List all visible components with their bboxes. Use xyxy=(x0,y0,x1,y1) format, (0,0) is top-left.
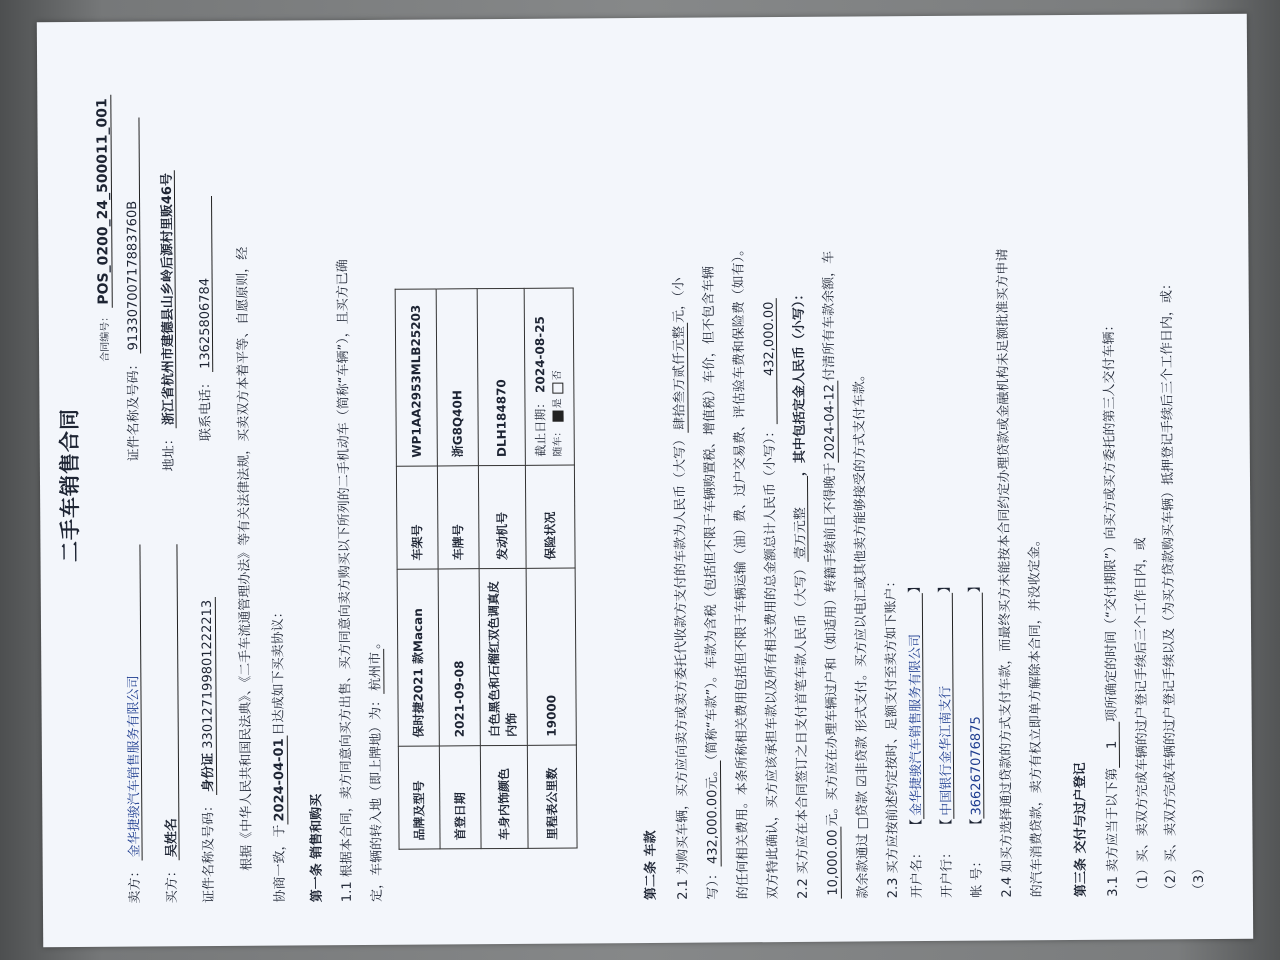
buyer-label: 买方： xyxy=(164,864,180,904)
article-1-text-2-a: 定，车辆的转入地（即上牌地）为： xyxy=(368,693,385,902)
mileage-value: 19000 xyxy=(526,568,576,745)
insurance-label: 保险状况 xyxy=(525,465,575,568)
buyer-name: 吴姓名 xyxy=(163,544,179,860)
seller-label: 卖方： xyxy=(127,864,143,904)
article-2-line-10: 的汽车消费贷款，卖方有权立即单方解除本合同，并没收定金。 xyxy=(1027,533,1045,898)
insurance-expiry: 2024-08-25 xyxy=(532,316,548,393)
article-2-line-5-b: ，其中包括定金人民币（小写）： xyxy=(791,287,808,477)
brand-value: 保时捷2021 款Macan xyxy=(397,569,439,746)
intro-line-2-b: 日达成如下买卖协议： xyxy=(270,605,287,736)
vin-label: 车架号 xyxy=(396,466,438,569)
insurance-value xyxy=(524,288,574,465)
article-2-line-2 xyxy=(703,266,720,900)
bank-label: 开户行： xyxy=(939,845,955,898)
article-3-line-1-a: 3.1 卖方应当于以下第 xyxy=(1105,767,1121,897)
buyer-row xyxy=(163,544,180,903)
brand-label: 品牌及型号 xyxy=(398,746,440,849)
seller-address: 浙江省杭州市建德县山乡岭后源村里贩46号 xyxy=(161,170,177,428)
table-row xyxy=(477,288,528,848)
article-2-line-1-a: 2.1 为购买车辆，买方应向卖方或卖方委托代收款方支付的车款为人民币（大写） xyxy=(672,432,691,900)
intro-line-2-a: 协商一致，于 xyxy=(272,824,288,903)
article-2-line-6 xyxy=(822,251,840,899)
article-2-line-2-a: 写）： xyxy=(705,866,721,900)
article-3-heading: 第三条 交付与过户登记 xyxy=(1072,762,1089,898)
article-3-item-1: （1）买、卖双方完成车辆的过户登记手续后三个工作日内，或 xyxy=(1133,537,1151,897)
article-2-line-9: 2.4 如买方选择通过贷款的方式支付车款，而最终买方未能按本合同约定办理贷款或金融机构未足额批准买方申请 xyxy=(995,248,1015,898)
article-2-line-1 xyxy=(673,277,690,899)
seller-row xyxy=(126,544,143,903)
engine-label: 发动机号 xyxy=(478,465,526,568)
article-2-line-4 xyxy=(763,299,781,900)
price-upper: 肆拾叁万贰仟元整 xyxy=(672,323,689,433)
contract-title: 二手车销售合同 xyxy=(57,407,83,563)
article-3-item-3: （3） xyxy=(1191,861,1207,897)
account-name: 金华捷骏汽车销售服务有限公司 xyxy=(909,593,925,819)
unchecked-box-icon xyxy=(552,382,563,393)
plate-value: 浙G8Q40H xyxy=(436,289,478,466)
article-1-text-1: 1.1 根据本合同，卖方同意向买方出售、买方同意向卖方购买以下所列的二手机动车（简称“车辆”），且买方已确 xyxy=(335,259,355,903)
seller-address-row xyxy=(161,170,177,471)
seller-phone: 13625806784 xyxy=(198,196,213,372)
account-name-label: 开户名： xyxy=(909,846,925,899)
account-number: 366267076875 xyxy=(969,592,985,818)
checked-box-icon xyxy=(552,410,563,421)
article-2-line-3: 的任何相关费用。本条所称相关费用包括但不限于车辆运输（油）费、过户交易费、评估验车费和保险费（如有）。 xyxy=(731,242,751,900)
article-3-line-1 xyxy=(1103,318,1121,896)
contract-number-label: 合同编号： xyxy=(99,311,112,362)
seller-phone-row xyxy=(198,196,214,441)
rotated-document xyxy=(43,34,1249,922)
seller-id-value: 91330700717883760B xyxy=(125,117,141,353)
intro-line-1: 根据《中华人民共和国民法典》、《二手车流通管理办法》等有关法律法规，买卖双方本着平等、自愿原则，经 xyxy=(235,246,255,871)
buyer-id-label: 证件名称及号码： xyxy=(201,798,217,904)
reg-date-label: 首登日期 xyxy=(439,746,481,849)
seller-name: 金华捷骏汽车销售服务有限公司 xyxy=(126,544,142,860)
intro-line-2 xyxy=(272,605,287,902)
insurance-expiry-row xyxy=(531,297,550,457)
article-1-text-2-b: 。 xyxy=(368,635,384,649)
price-lower: 432,000.00元。 xyxy=(705,761,722,868)
bank-name: 中国银行金华江南支行 xyxy=(939,593,955,819)
reg-date-value: 2021-09-08 xyxy=(438,569,480,746)
article-2-line-2-b: （简称“车款”）。车款为含税（包括但不限于车辆购置税、增值税）车价，但不包含车辆 xyxy=(701,266,720,761)
insurance-no: 否 xyxy=(552,370,564,381)
article-2-line-5-a: 2.2 买方应在本合同签订之日支付首笔车款人民币（大写） xyxy=(793,562,811,899)
color-value: 白色黑色和石榴红双色调真皮内饰 xyxy=(479,568,527,745)
engine-value: DLH184870 xyxy=(477,288,525,465)
article-2-line-5 xyxy=(793,288,811,899)
article-3-item-2: （2）买、卖双方完成车辆的过户登记手续以及（为买方贷款购买车辆）抵押登记手续后三个工作日内，或： xyxy=(1159,277,1179,897)
seller-id-label: 证件名称及号码： xyxy=(126,357,142,462)
account-number-row: 帐 号： 【366267076875】 xyxy=(967,579,985,898)
buyer-id-value: 330127199801222213 xyxy=(199,599,216,749)
color-label: 车身内饰颜色 xyxy=(480,745,528,848)
mileage-label: 里程表公里数 xyxy=(527,745,577,848)
account-number-label: 帐 号： xyxy=(969,854,985,898)
article-2-heading: 第二条 车款 xyxy=(643,830,659,901)
article-2-line-6-c: 付清所有车款余额，车 xyxy=(821,250,838,382)
table-row xyxy=(524,288,577,848)
article-1-text-2 xyxy=(369,636,384,902)
table-row xyxy=(436,289,481,849)
deposit-lower: 10,000.00 xyxy=(825,826,842,898)
seller-phone-label: 联系电话： xyxy=(198,375,214,442)
contract-paper xyxy=(37,14,1253,947)
article-2-line-1-b: 元，（小 xyxy=(671,277,687,323)
article-2-line-4-a: 双方特此确认，买方应该承担车款以及所有相关费用的总金额总计人民币（小写）： xyxy=(762,424,781,900)
article-3-line-1-b: 项所确定的时间（“交付期限”）向买方或买方委托的第三人交付车辆： xyxy=(1101,318,1120,722)
agreement-date: 2024-04-01 xyxy=(272,735,289,824)
vin-value: WP1AA2953MLB25203 xyxy=(395,289,437,466)
article-2-line-7: 款余款通过 □贷款 ☑非贷款 形式支付。买方应以电汇或其他卖方能够接受的方式支付车款。 xyxy=(852,368,871,899)
vehicle-table xyxy=(395,287,578,849)
delivery-option: 1 xyxy=(1106,722,1120,768)
seller-address-label: 地址： xyxy=(161,432,177,472)
due-date: 2024-04-12 xyxy=(822,381,839,463)
transfer-city: 杭州市 xyxy=(368,649,384,694)
total-amount: 432,000.00 xyxy=(763,299,778,425)
deposit-upper: 壹万元整 xyxy=(794,476,809,562)
insurance-yes: 是 xyxy=(552,398,564,409)
contract-number: POS_0200_24_500011_001 xyxy=(94,95,112,307)
contract-number-row xyxy=(95,95,111,362)
buyer-id-field xyxy=(200,597,217,795)
article-2-line-8: 2.3 买方应按前述约定按时、足额支付至卖方如下账户： xyxy=(883,574,901,899)
insurance-expiry-label: 截止日期： xyxy=(533,396,548,457)
bank-row: 开户行： 【中国银行金华江南支行】 xyxy=(937,579,955,898)
seller-id-row xyxy=(125,117,141,461)
plate-label: 车牌号 xyxy=(437,466,479,569)
buyer-id-type: 身份证 xyxy=(200,752,217,792)
insurance-with-label: 随车： xyxy=(552,426,564,457)
table-row xyxy=(395,289,440,849)
insurance-with-car-row xyxy=(549,297,568,457)
buyer-id-row xyxy=(201,597,216,903)
article-2-line-6-b: 元。买方应在办理车辆过户和（如适用）转籍手续前且不得晚于 xyxy=(822,462,841,827)
account-name-row: 开户名： 【金华捷骏汽车销售服务有限公司】 xyxy=(907,579,925,899)
article-1-heading: 第一条 销售和购买 xyxy=(309,793,325,903)
